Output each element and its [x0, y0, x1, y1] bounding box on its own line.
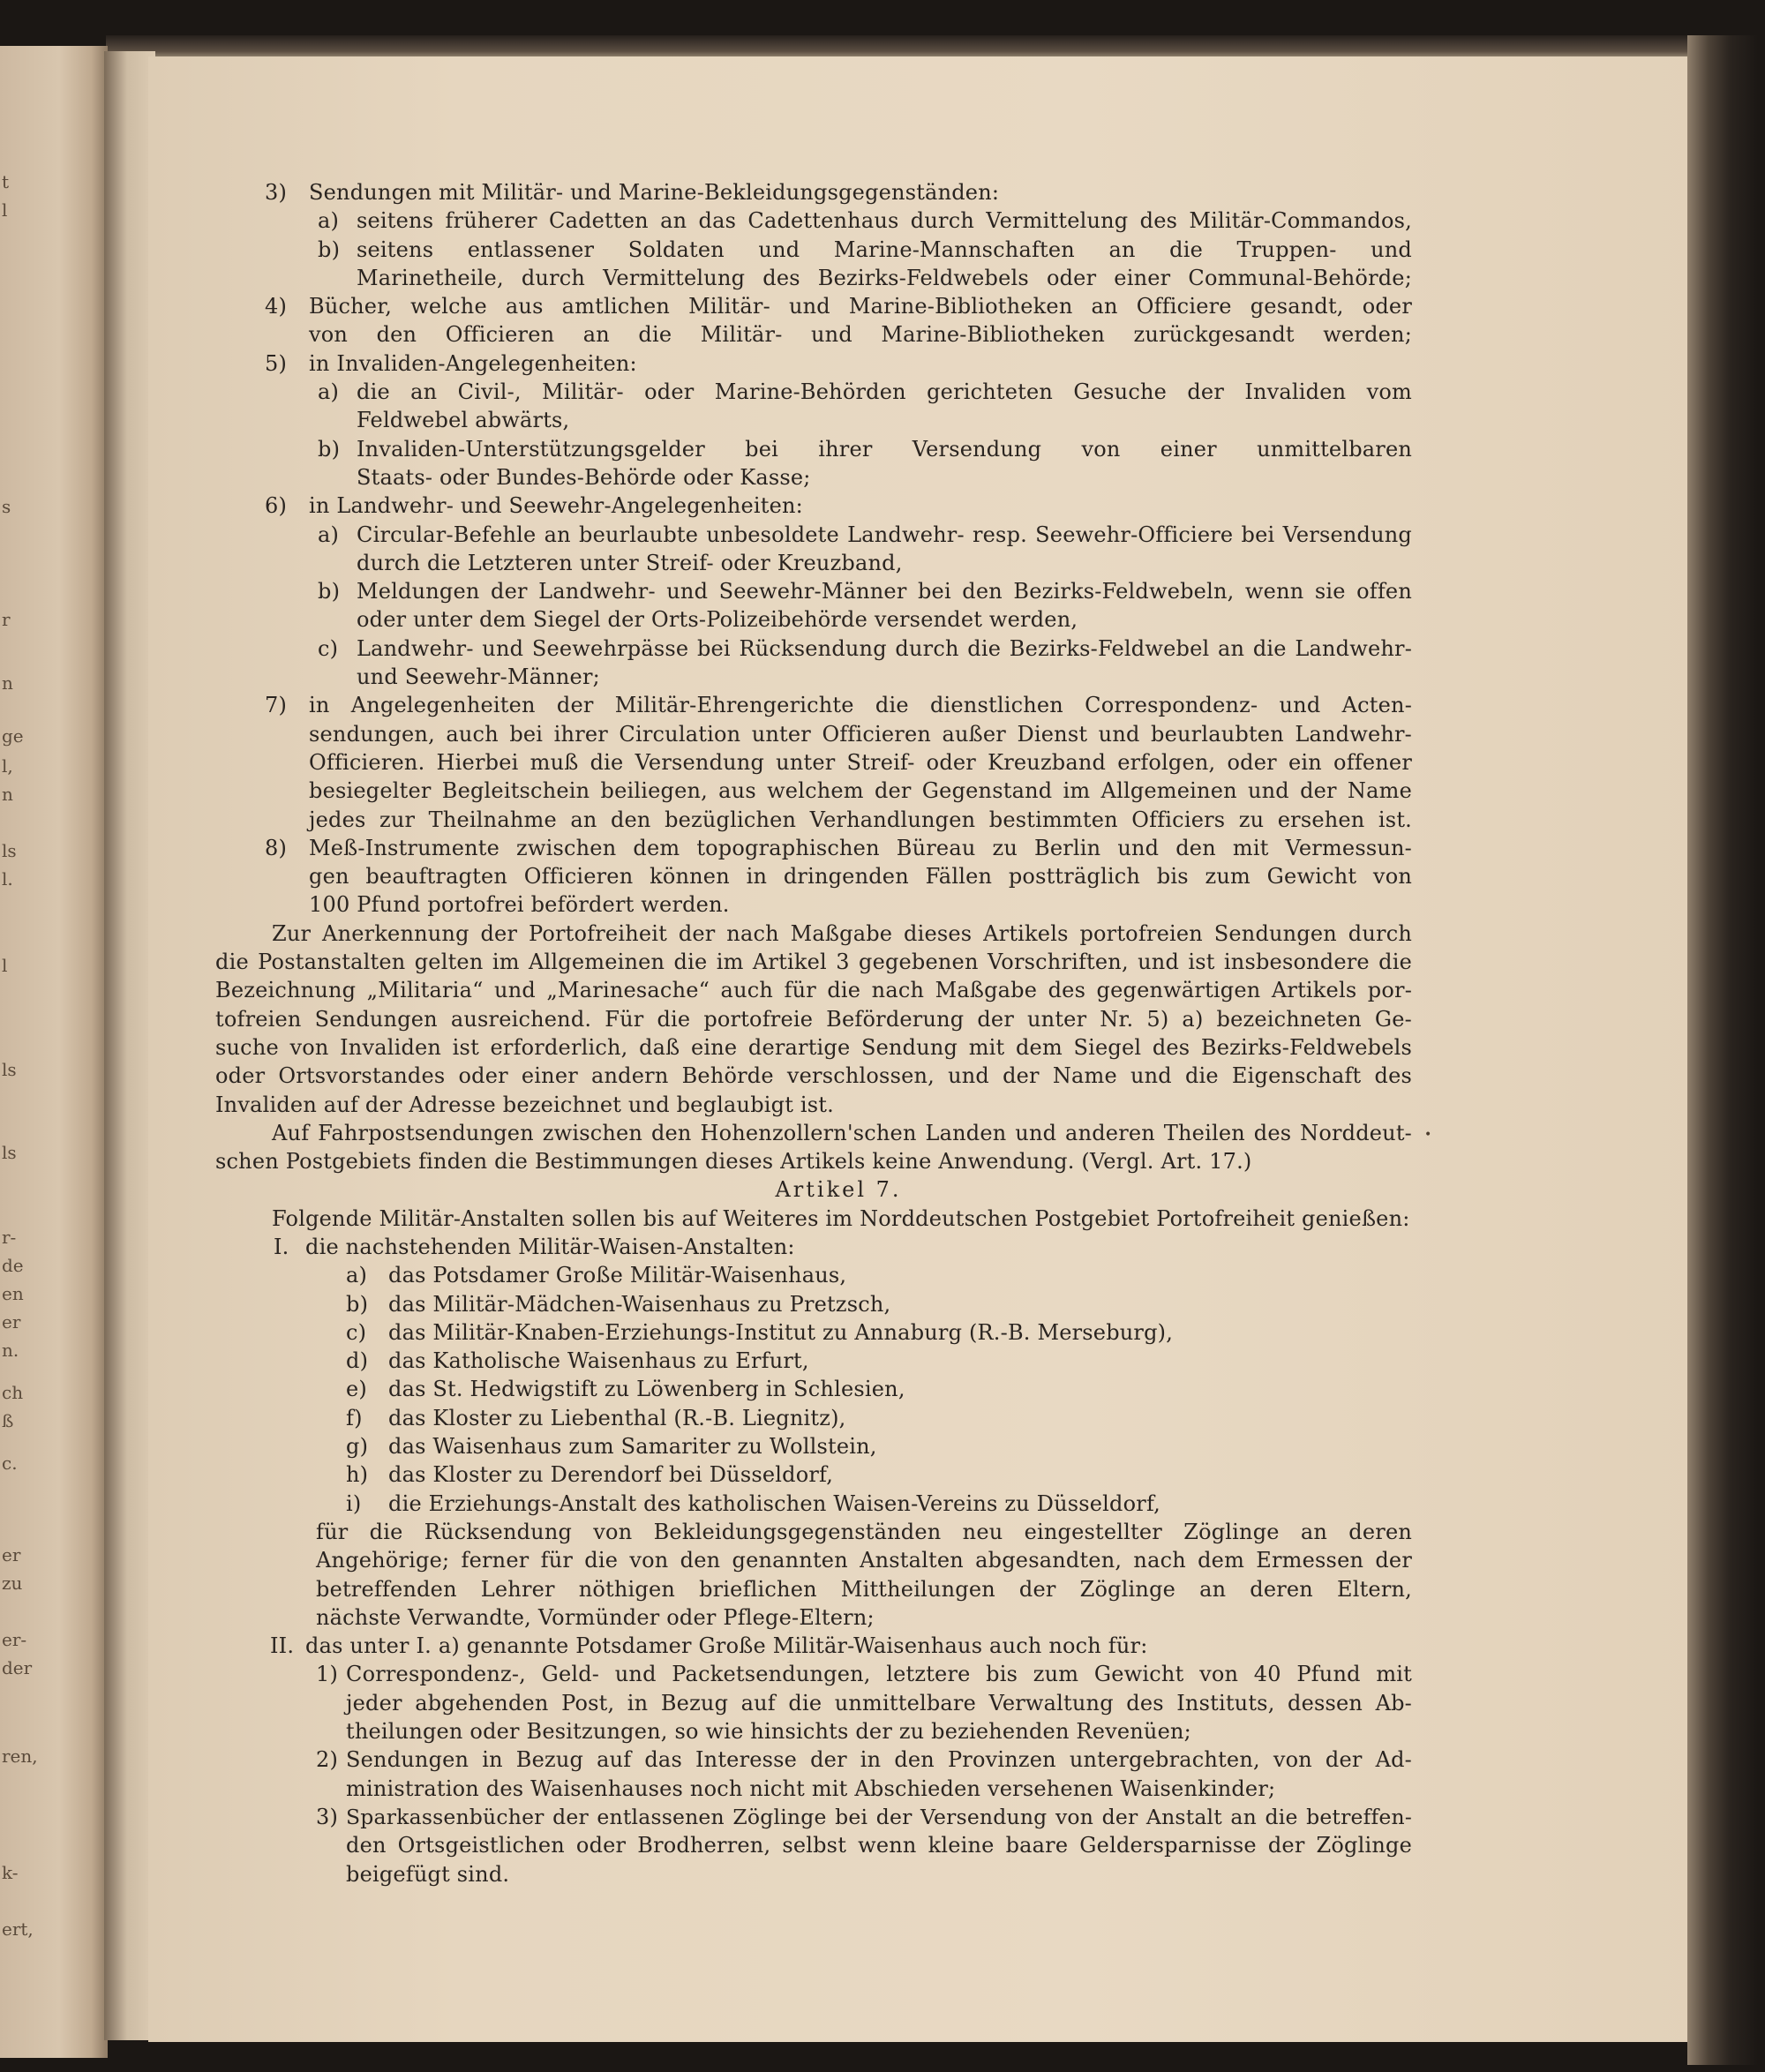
- text-line: [265, 1575, 1412, 1603]
- margin-fragment: ch: [2, 1382, 24, 1403]
- line-text: suche von Invaliden ist erforderlich, daß eine derartige Sendung mit dem Siegel des Bezirks-Feldwebels: [215, 1034, 1412, 1060]
- margin-fragment: l: [2, 199, 8, 221]
- text-line: [265, 1490, 1412, 1518]
- text-line: [265, 236, 1412, 264]
- text-line: [265, 1233, 1412, 1261]
- margin-fragment: n: [2, 672, 13, 694]
- line-text: das Potsdamer Große Militär-Waisenhaus,: [388, 1263, 847, 1288]
- line-text: oder Ortsvorstandes oder einer andern Behörde verschlossen, und der Name und die Eigenschaft des: [215, 1063, 1412, 1089]
- margin-fragment: t: [2, 171, 10, 192]
- text-line: [265, 406, 1412, 434]
- line-text: Feldwebel abwärts,: [357, 408, 570, 433]
- line-text: Angehörige; ferner für die von den genannten Anstalten abgesandten, nach dem Ermessen der: [316, 1548, 1412, 1573]
- text-line: [265, 492, 1412, 520]
- text-line: [265, 1831, 1412, 1859]
- line-number: c): [318, 635, 339, 661]
- text-line: [265, 1261, 1412, 1289]
- line-number: 3): [265, 180, 288, 205]
- text-line: [265, 206, 1412, 235]
- line-text: von den Officieren an die Militär- und Marine-Bibliotheken zurückgesandt werden;: [309, 322, 1412, 348]
- text-line: [265, 1689, 1412, 1717]
- margin-fragment: ge: [2, 725, 24, 747]
- line-text: das Kloster zu Derendorf bei Düsseldorf,: [388, 1462, 834, 1488]
- text-line: [265, 178, 1412, 206]
- margin-fragment: ls: [2, 1142, 17, 1163]
- text-line: [265, 264, 1412, 292]
- text-line: [265, 720, 1412, 748]
- line-number: 4): [265, 294, 288, 319]
- line-text: in Landwehr- und Seewehr-Angelegenheiten:: [309, 493, 803, 519]
- line-text: betreffenden Lehrer nöthigen brieflichen Mittheilungen der Zöglinge an deren Eltern,: [316, 1576, 1412, 1602]
- line-number: a): [346, 1263, 368, 1288]
- text-line: [215, 1005, 1412, 1033]
- line-text: Zur Anerkennung der Portofreiheit der nach Maßgabe dieses Artikels portofreien Sendungen durch: [272, 920, 1412, 946]
- page-text: [215, 178, 1412, 1888]
- text-line: [215, 948, 1412, 976]
- line-text: Folgende Militär-Anstalten sollen bis auf Weiteres im Norddeutschen Postgebiet Portofreiheit genießen:: [272, 1205, 1410, 1231]
- line-number: 7): [265, 693, 288, 718]
- line-text: seitens früherer Cadetten an das Cadettenhaus durch Vermittelung des Militär-Commandos,: [357, 208, 1412, 234]
- line-number: a): [318, 208, 340, 234]
- text-line: [215, 1062, 1412, 1090]
- margin-fragment: er: [2, 1311, 21, 1333]
- line-number: 5): [265, 350, 288, 376]
- line-number: 6): [265, 493, 288, 519]
- text-line: [265, 1603, 1412, 1632]
- margin-fragment: s: [2, 496, 11, 517]
- text-line: [265, 577, 1412, 605]
- line-text: tofreien Sendungen ausreichend. Für die portofreie Beförderung der unter Nr. 5) a) bezeichneten Ge-: [215, 1006, 1412, 1032]
- line-text: ministration des Waisenhauses noch nicht mit Abschieden versehenen Waisenkinder;: [346, 1775, 1276, 1801]
- line-text: Invaliden auf der Adresse bezeichnet und beglaubigt ist.: [215, 1092, 834, 1117]
- text-line: [265, 1175, 1412, 1204]
- text-line: [215, 1033, 1412, 1062]
- line-text: das Militär-Mädchen-Waisenhaus zu Pretzsch,: [388, 1291, 891, 1317]
- text-line: [265, 1432, 1412, 1460]
- line-text: seitens entlassener Soldaten und Marine-Mannschaften an die Truppen- und: [357, 236, 1412, 262]
- margin-fragment: zu: [2, 1573, 23, 1594]
- text-line: [265, 1404, 1412, 1432]
- line-text: Marinetheile, durch Vermittelung des Bezirks-Feldwebels oder einer Communal-Behörde;: [357, 265, 1412, 290]
- line-text: Sendungen in Bezug auf das Interesse der in den Provinzen untergebrachten, von der Ad-: [346, 1747, 1412, 1773]
- line-text: theilungen oder Besitzungen, so wie hinsichts der zu beziehenden Revenüen;: [346, 1719, 1191, 1745]
- text-line: [265, 691, 1412, 719]
- line-number: d): [346, 1348, 369, 1374]
- text-line: [265, 920, 1412, 948]
- text-line: [265, 349, 1412, 378]
- line-number: f): [346, 1405, 363, 1430]
- line-text: Landwehr- und Seewehrpässe bei Rücksendung durch die Bezirks-Feldwebel an die Landwehr-: [357, 635, 1412, 661]
- margin-fragment: der: [2, 1657, 33, 1678]
- margin-fragment: k-: [2, 1862, 19, 1883]
- text-line: [215, 1091, 1412, 1119]
- line-text: Meldungen der Landwehr- und Seewehr-Männer bei den Bezirks-Feldwebeln, wenn sie offen: [357, 579, 1412, 604]
- line-number: I.: [274, 1234, 289, 1259]
- margin-fragment: er: [2, 1544, 21, 1565]
- text-line: [265, 1745, 1412, 1774]
- line-text: Invaliden-Unterstützungsgelder bei ihrer Versendung von einer unmittelbaren: [357, 436, 1412, 462]
- text-line: [265, 292, 1412, 320]
- text-line: [265, 1546, 1412, 1574]
- text-line: [265, 1347, 1412, 1375]
- text-line: [215, 1147, 1412, 1175]
- text-line: [265, 663, 1412, 691]
- margin-fragment: ß: [2, 1410, 14, 1431]
- line-number: b): [346, 1291, 369, 1317]
- line-text: Bezeichnung „Militaria“ und „Marinesache“ auch für die nach Maßgabe des gegenwärtigen Artikels por-: [215, 978, 1412, 1003]
- line-text: jedes zur Theilnahme an den bezüglichen Verhandlungen bestimmten Officiers zu ersehen ist.: [309, 807, 1412, 832]
- line-text: besiegelter Begleitschein beiliegen, aus welchem der Gegenstand im Allgemeinen und der Name: [309, 778, 1412, 804]
- text-line: [265, 320, 1412, 349]
- text-line: [265, 1803, 1412, 1831]
- line-number: 2): [316, 1747, 339, 1773]
- text-line: [265, 1660, 1412, 1688]
- line-text: Auf Fahrpostsendungen zwischen den Hohenzollern'schen Landen und anderen Theilen des Norddeut-: [272, 1120, 1412, 1145]
- text-line: [265, 605, 1412, 634]
- text-line: [265, 890, 1412, 919]
- line-text: in Invaliden-Angelegenheiten:: [309, 350, 637, 376]
- text-line: [265, 777, 1412, 805]
- line-text: das Katholische Waisenhaus zu Erfurt,: [388, 1348, 809, 1374]
- text-line: [265, 1518, 1412, 1546]
- line-text: 100 Pfund portofrei befördert werden.: [309, 892, 730, 918]
- margin-fragment: c.: [2, 1453, 18, 1474]
- text-line: [265, 862, 1412, 890]
- margin-fragment: r: [2, 609, 11, 630]
- text-line: [265, 634, 1412, 663]
- line-text: Artikel 7.: [775, 1177, 902, 1203]
- line-number: b): [318, 579, 341, 604]
- margin-fragment: de: [2, 1255, 24, 1276]
- margin-fragment: ls: [2, 840, 17, 861]
- text-line: [265, 806, 1412, 834]
- margin-fragment: l.: [2, 868, 13, 890]
- line-text: Circular-Befehle an beurlaubte unbesoldete Landwehr- resp. Seewehr-Officiere bei Versendung: [357, 522, 1412, 547]
- line-number: h): [346, 1462, 369, 1488]
- left-page-fragment: [0, 46, 108, 2058]
- margin-fragment: r-: [2, 1227, 17, 1248]
- margin-fragment: ert,: [2, 1918, 34, 1940]
- text-line: [265, 748, 1412, 777]
- line-text: die nachstehenden Militär-Waisen-Anstalten:: [305, 1234, 795, 1259]
- line-number: i): [346, 1490, 362, 1516]
- line-text: Correspondenz-, Geld- und Packetsendungen, letztere bis zum Gewicht von 40 Pfund mit: [346, 1662, 1412, 1687]
- text-line: [265, 1717, 1412, 1745]
- line-text: die Erziehungs-Anstalt des katholischen Waisen-Vereins zu Düsseldorf,: [388, 1490, 1160, 1516]
- line-text: beigefügt sind.: [346, 1861, 510, 1887]
- line-number: c): [346, 1319, 367, 1345]
- text-line: [265, 1205, 1412, 1233]
- line-text: den Ortsgeistlichen oder Brodherren, selbst wenn kleine baare Geldersparnisse der Zöglinge: [346, 1833, 1412, 1858]
- book-cover-edge: [1687, 35, 1758, 2065]
- margin-fragment: en: [2, 1283, 24, 1304]
- line-number: II.: [270, 1633, 295, 1659]
- text-line: [265, 1775, 1412, 1803]
- margin-fragment: l,: [2, 755, 13, 777]
- line-text: in Angelegenheiten der Militär-Ehrengerichte die dienstlichen Correspondenz- und Acten-: [309, 693, 1412, 718]
- line-text: Sparkassenbücher der entlassenen Zöglinge bei der Versendung von der Anstalt an die betreffen-: [346, 1804, 1412, 1829]
- margin-fragment: ren,: [2, 1745, 38, 1767]
- line-text: schen Postgebiets finden die Bestimmungen dieses Artikels keine Anwendung. (Vergl. Art. 17.): [215, 1149, 1252, 1175]
- line-text: Sendungen mit Militär- und Marine-Bekleidungsgegenständen:: [309, 180, 1000, 205]
- text-line: [265, 549, 1412, 577]
- line-number: e): [346, 1377, 367, 1402]
- line-text: das Kloster zu Liebenthal (R.-B. Liegnitz),: [388, 1405, 846, 1430]
- text-line: [265, 1460, 1412, 1489]
- text-line: [265, 1290, 1412, 1318]
- line-text: die an Civil-, Militär- oder Marine-Behörden gerichteten Gesuche der Invaliden vom: [357, 379, 1412, 405]
- text-line: [265, 463, 1412, 492]
- line-number: 3): [316, 1804, 339, 1829]
- line-text: jeder abgehenden Post, in Bezug auf die unmittelbare Verwaltung des Instituts, dessen Ab-: [346, 1690, 1412, 1715]
- line-text: das Militär-Knaben-Erziehungs-Institut zu Annaburg (R.-B. Merseburg),: [388, 1319, 1174, 1345]
- text-line: [265, 378, 1412, 406]
- text-line: [265, 1119, 1412, 1147]
- line-text: und Seewehr-Männer;: [357, 664, 600, 690]
- line-number: a): [318, 379, 340, 405]
- line-number: b): [318, 236, 341, 262]
- line-text: das Waisenhaus zum Samariter zu Wollstein,: [388, 1434, 877, 1460]
- line-number: b): [318, 436, 341, 462]
- line-text: das unter I. a) genannte Potsdamer Große Militär-Waisenhaus auch noch für:: [305, 1633, 1148, 1659]
- text-line: [265, 521, 1412, 549]
- text-line: [265, 1632, 1412, 1660]
- margin-fragment: er-: [2, 1629, 27, 1650]
- text-line: [265, 834, 1412, 862]
- book-top-shadow: [106, 35, 1694, 58]
- line-text: sendungen, auch bei ihrer Circulation unter Officieren außer Dienst und beurlaubten Landwehr-: [309, 721, 1412, 747]
- line-text: durch die Letzteren unter Streif- oder Kreuzband,: [357, 550, 903, 575]
- line-text: gen beauftragten Officieren können in dringenden Fällen postträglich bis zum Gewicht von: [309, 864, 1412, 890]
- line-text: Meß-Instrumente zwischen dem topographischen Büreau zu Berlin und den mit Vermessun-: [309, 835, 1412, 860]
- line-number: 8): [265, 835, 288, 860]
- text-line: [265, 435, 1412, 463]
- line-text: nächste Verwandte, Vormünder oder Pflege-Eltern;: [316, 1604, 875, 1630]
- line-text: oder unter dem Siegel der Orts-Polizeibehörde versendet werden,: [357, 607, 1078, 633]
- line-number: g): [346, 1434, 369, 1460]
- margin-fragment: ls: [2, 1059, 17, 1080]
- line-text: Bücher, welche aus amtlichen Militär- und Marine-Bibliotheken an Officiere gesandt, oder: [309, 294, 1412, 319]
- text-line: [215, 976, 1412, 1004]
- line-number: a): [318, 522, 340, 547]
- text-line: [265, 1860, 1412, 1888]
- margin-fragment: l: [2, 955, 8, 976]
- line-text: das St. Hedwigstift zu Löwenberg in Schlesien,: [388, 1377, 905, 1402]
- line-text: für die Rücksendung von Bekleidungsgegenständen neu eingestellter Zöglinge an deren: [316, 1519, 1412, 1544]
- margin-fragment: n: [2, 784, 13, 805]
- line-text: Officieren. Hierbei muß die Versendung unter Streif- oder Kreuzband erfolgen, oder ein offener: [309, 749, 1412, 775]
- margin-fragment: n.: [2, 1340, 19, 1361]
- text-line: [265, 1318, 1412, 1347]
- line-text: die Postanstalten gelten im Allgemeinen die im Artikel 3 gegebenen Vorschriften, und ist insbesondere die: [215, 950, 1412, 975]
- decorative-mark: •: [1424, 1128, 1432, 1142]
- line-text: Staats- oder Bundes-Behörde oder Kasse;: [357, 464, 811, 490]
- text-line: [265, 1375, 1412, 1403]
- line-number: 1): [316, 1662, 339, 1687]
